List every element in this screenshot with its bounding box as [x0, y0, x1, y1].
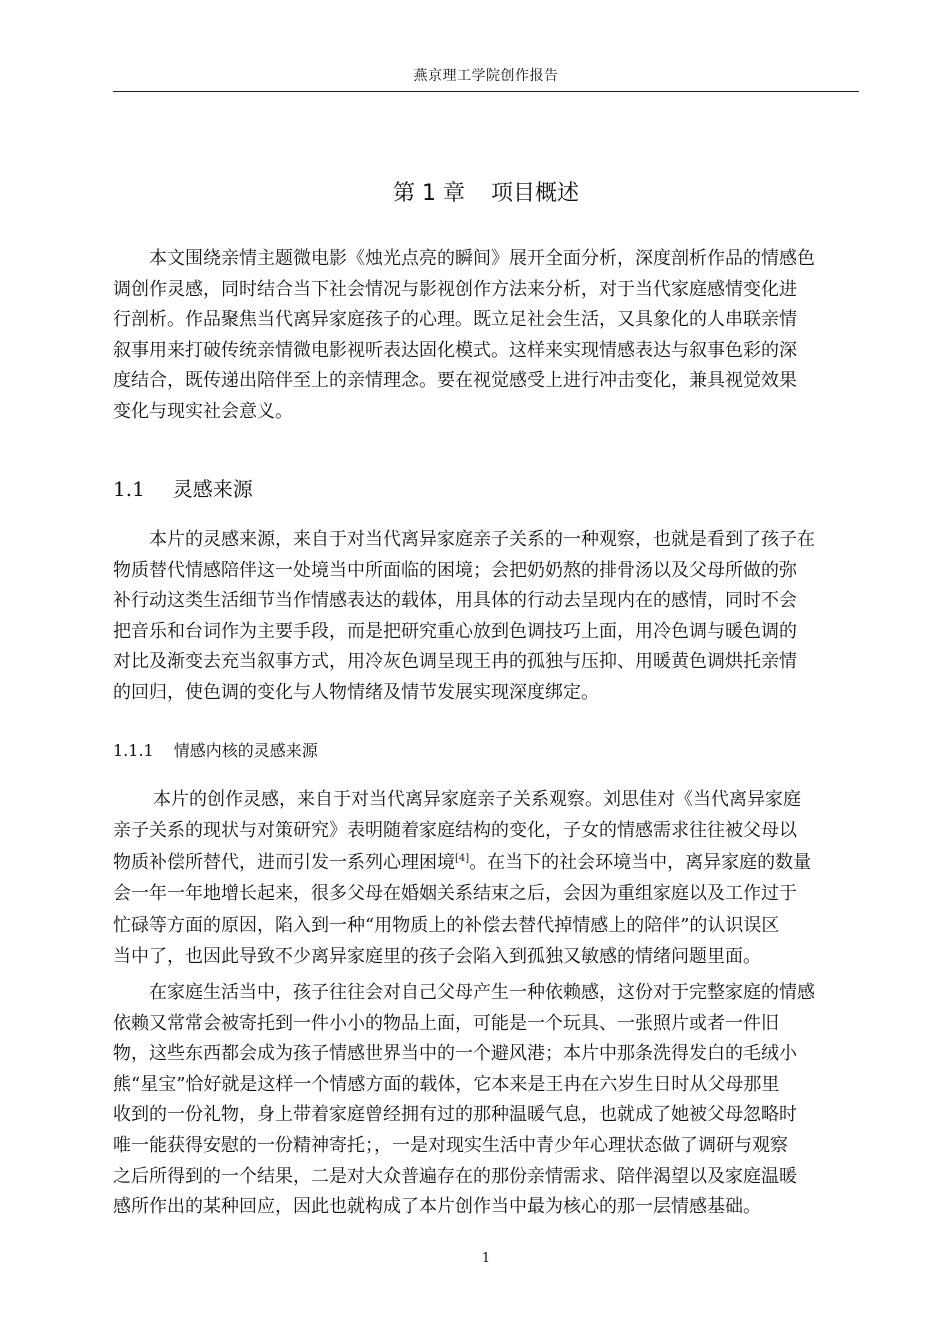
text-line: 叙事用来打破传统亲情微电影视听表达固化模式。这样来实现情感表达与叙事色彩的深 — [113, 339, 797, 361]
text-line: 行剖析。作品聚焦当代离异家庭孩子的心理。既立足社会生活，又具象化的人串联亲情 — [113, 309, 797, 331]
text-line: 调创作灵感，同时结合当下社会情况与影视创作方法来分析，对于当代家庭感情变化进 — [113, 278, 797, 300]
chapter-number: 第 1 章 — [393, 181, 465, 206]
chapter-title — [113, 177, 859, 211]
section-title: 灵感来源 — [172, 477, 253, 501]
text-line: 对比及渐变去充当叙事方式，用冷灰色调呈现王冉的孤独与压抑、用暖黄色调烘托亲情 — [113, 651, 797, 673]
text-line: 的回归，使色调的变化与人物情绪及情节发展实现深度绑定。 — [113, 681, 599, 703]
text-line: 变化与现实社会意义。 — [113, 400, 293, 422]
running-header: 燕京理工学院创作报告 — [413, 68, 559, 84]
text-line: 度结合，既传递出陪伴至上的亲情理念。要在视觉感受上进行冲击变化，兼具视觉效果 — [113, 370, 797, 392]
text-line: 在家庭生活当中，孩子往往会对自己父母产生一种依赖感，这份对于完整家庭的情感 — [149, 982, 815, 1003]
section-1-1-1-paragraph-2 — [113, 978, 861, 1223]
header-rule — [113, 91, 859, 92]
section-number: 1.1 — [113, 477, 145, 501]
section-1-1-paragraph — [113, 525, 861, 709]
chapter-title-text: 项目概述 — [490, 181, 579, 206]
page-number: 1 — [481, 1251, 491, 1266]
text-line: 补行动这类生活细节当作情感表达的载体，用具体的行动去呈现内在的感情，同时不会 — [113, 590, 797, 612]
text-line: 物，这些东西都会成为孩子情感世界当中的一个避风港；本片中那条洗得发白的毛绒小 — [113, 1043, 797, 1065]
section-heading-1-1-1 — [113, 738, 318, 764]
text-line: 亲子关系的现状与对策研究》表明随着家庭结构的变化，子女的情感需求往往被父母以 — [113, 820, 797, 842]
text-line: 收到的一份礼物，身上带着家庭曾经拥有过的那种温暖气息，也就成了她被父母忽略时 — [113, 1104, 797, 1126]
text-line: 熊“星宝”恰好就是这样一个情感方面的载体，它本来是王冉在六岁生日时从父母那里 — [113, 1073, 780, 1095]
text-line — [113, 847, 861, 878]
section-1-1-1-paragraph-1 — [113, 784, 861, 972]
text-line: 依赖又常常会被寄托到一件小小的物品上面，可能是一个玩具、一张照片或者一件旧 — [113, 1012, 779, 1034]
text-fragment: 物质补偿所替代，进而引发一系列心理困境 — [113, 851, 455, 873]
text-line: 本片的创作灵感，来自于对当代离异家庭亲子关系观察。刘思佳对《当代离异家庭 — [153, 789, 801, 810]
text-line: 本片的灵感来源，来自于对当代离异家庭亲子关系的一种观察，也就是看到了孩子在 — [149, 529, 815, 550]
text-line: 会一年一年地增长起来，很多父母在婚姻关系结束之后，会因为重组家庭以及工作过于 — [113, 883, 797, 905]
section-title: 情感内核的灵感来源 — [173, 741, 318, 760]
text-line: 之后所得到的一个结果，二是对大众普遍存在的那份亲情需求、陪伴渴望以及家庭温暖 — [113, 1165, 797, 1187]
text-fragment: 。在当下的社会环境当中，离异家庭的数量 — [469, 851, 812, 873]
text-line: 感所作出的某种回应，因此也就构成了本片创作当中最为核心的那一层情感基础。 — [113, 1196, 761, 1218]
text-line: 把音乐和台词作为主要手段，而是把研究重心放到色调技巧上面，用冷色调与暖色调的 — [113, 620, 797, 642]
citation-marker: [4] — [455, 852, 470, 864]
text-line: 唯一能获得安慰的一份精神寄托；，一是对现实生活中青少年心理状态做了调研与观察 — [113, 1134, 788, 1156]
text-line: 忙碌等方面的原因，陷入到一种“用物质上的补偿去替代掉情感上的陪伴”的认识误区 — [113, 914, 780, 936]
section-heading-1-1 — [113, 474, 253, 504]
text-line: 本文围绕亲情主题微电影《烛光点亮的瞬间》展开全面分析，深度剖析作品的情感色 — [149, 248, 815, 269]
section-number: 1.1.1 — [113, 741, 154, 760]
intro-paragraph — [113, 244, 861, 428]
text-line: 当中了，也因此导致不少离异家庭里的孩子会陷入到孤独又敏感的情绪问题里面。 — [113, 946, 761, 968]
text-line: 物质替代情感陪伴这一处境当中所面临的困境；会把奶奶熬的排骨汤以及父母所做的弥 — [113, 559, 797, 581]
